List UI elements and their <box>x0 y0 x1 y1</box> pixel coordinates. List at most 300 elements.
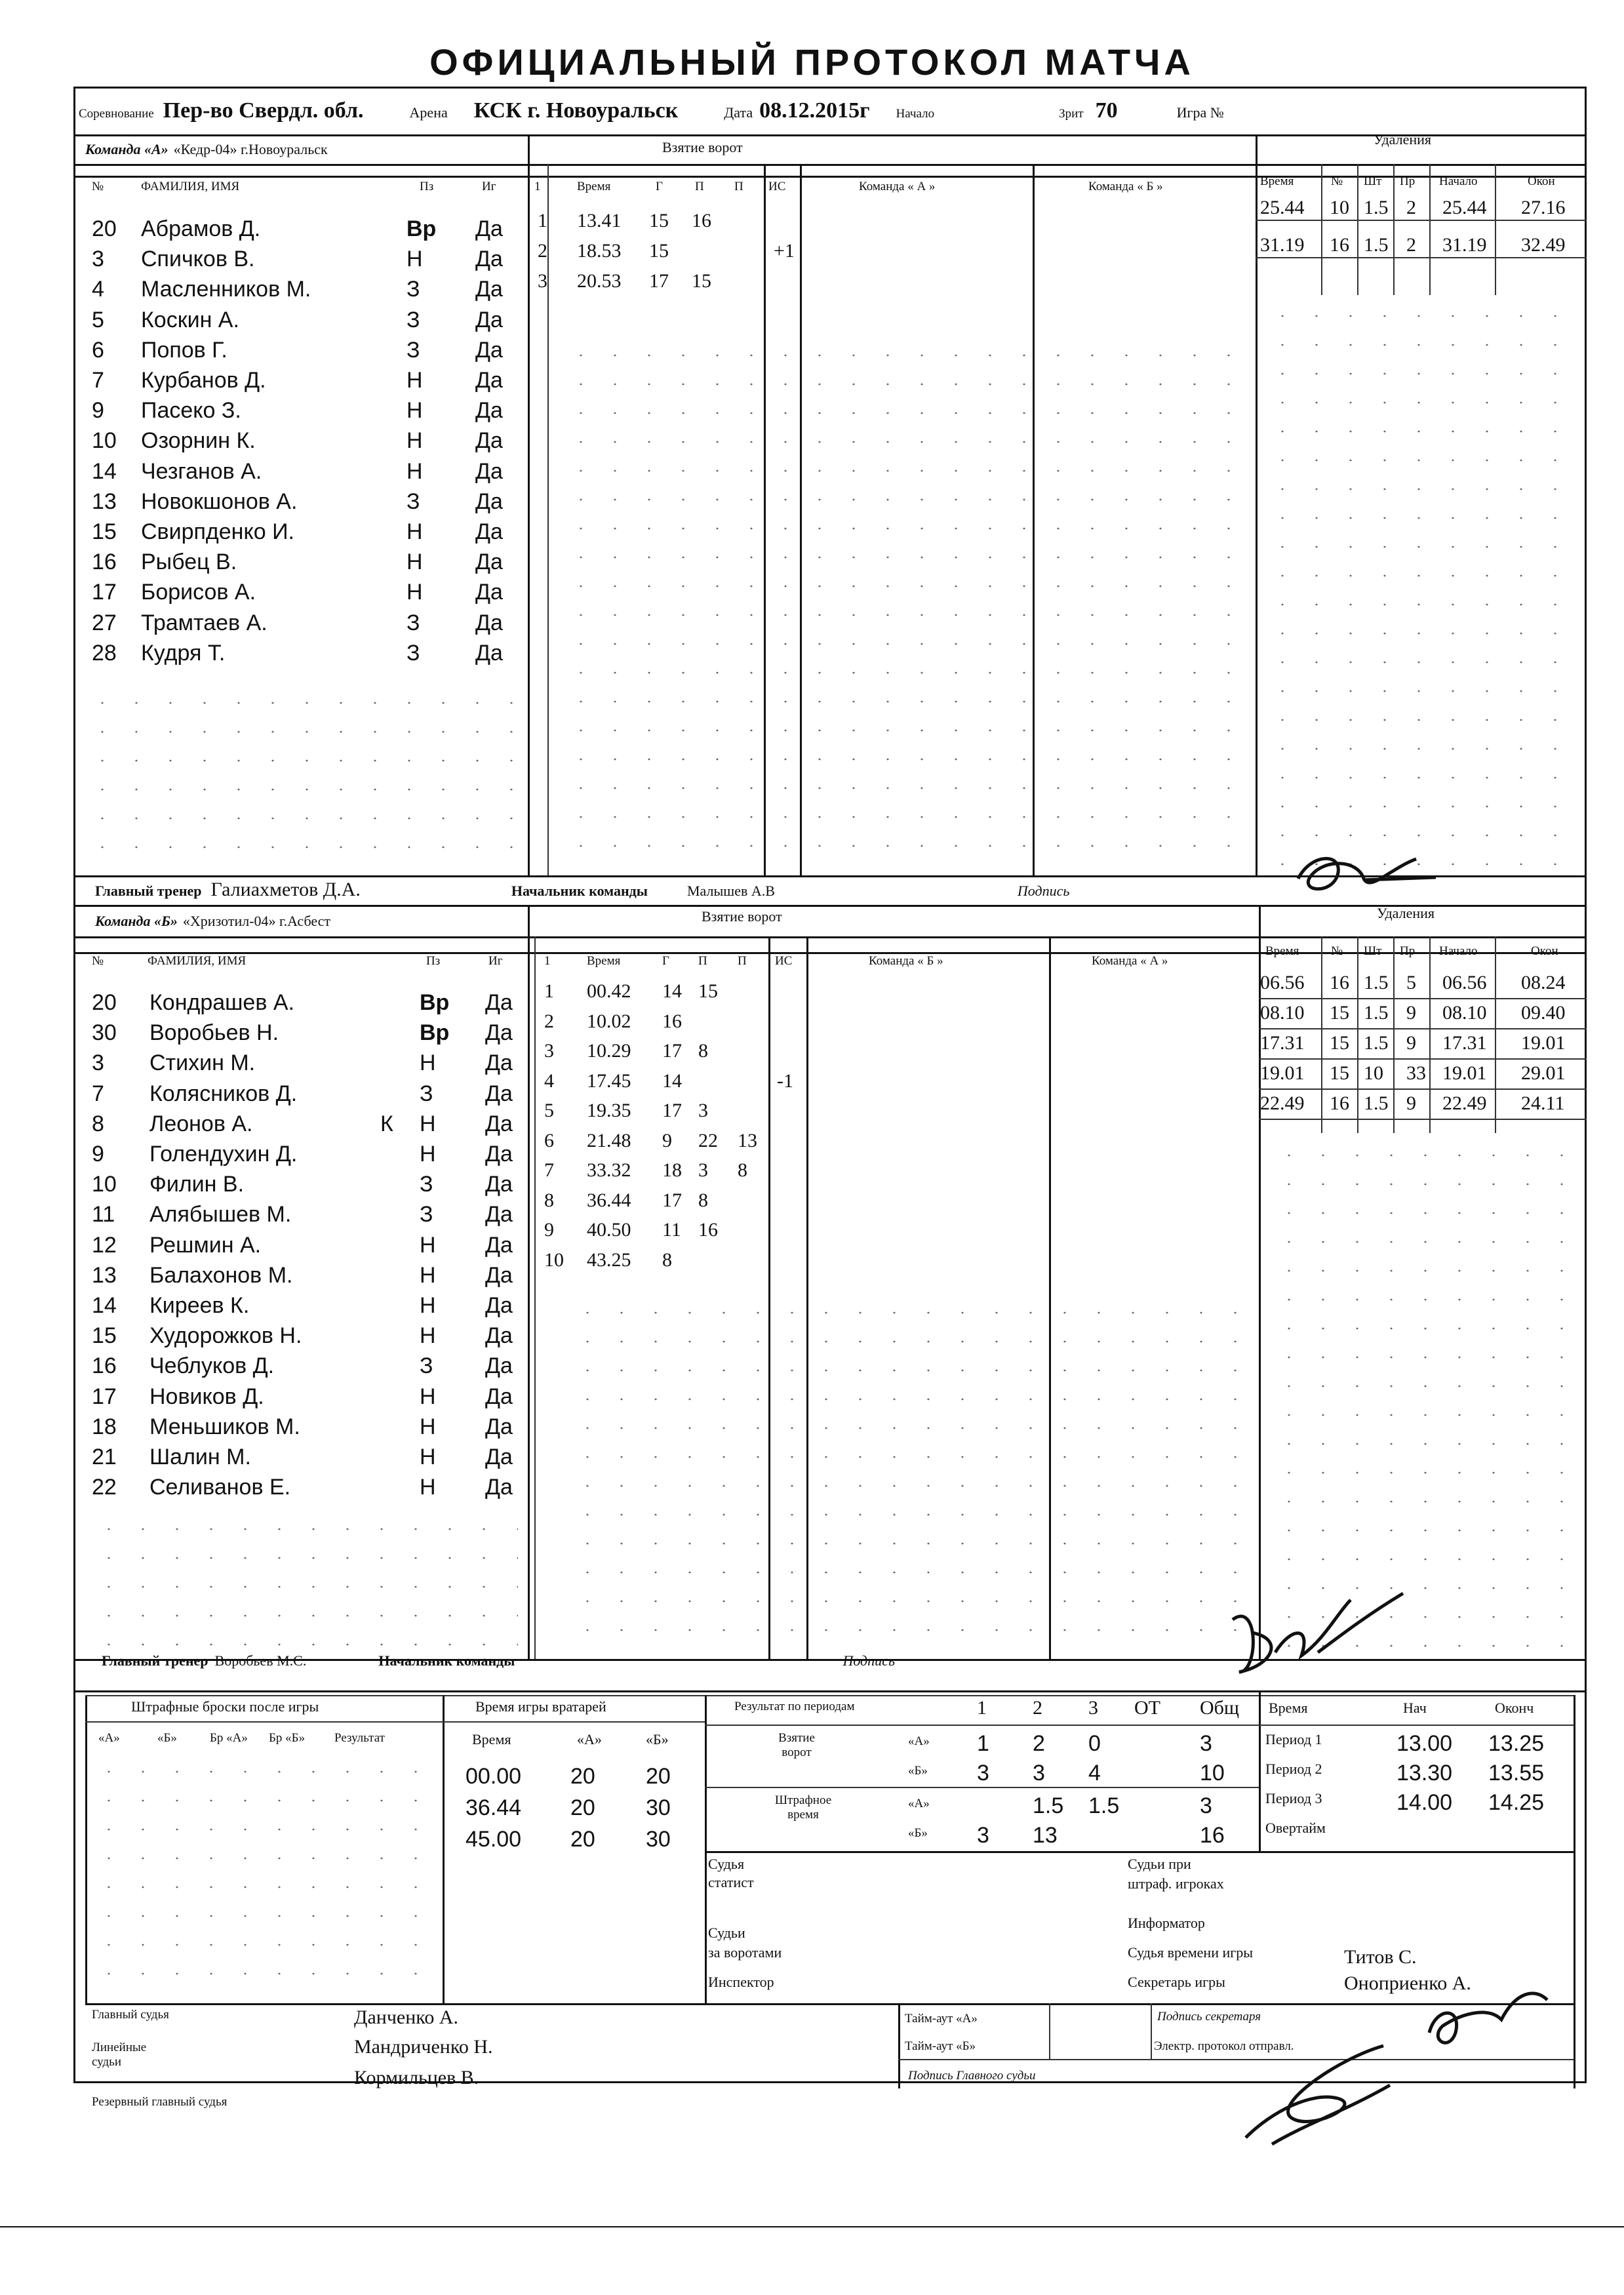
gk-row-time: 45.00 <box>465 1827 522 1852</box>
removal-start: 06.56 <box>1442 972 1487 993</box>
player-position: Н <box>406 247 423 272</box>
team-b-col-name: ФАМИЛИЯ, ИМЯ <box>148 954 247 968</box>
team-b-col-onice-b: Команда « А » <box>1092 954 1168 968</box>
player-name: Спичков В. <box>141 247 255 272</box>
goal-time: 33.32 <box>587 1159 631 1181</box>
team-a-staff <box>95 879 1069 901</box>
player-position: З <box>406 277 420 302</box>
goal-scorer: 15 <box>649 210 669 231</box>
team-a-col-a2: П <box>734 180 743 193</box>
player-number: 20 <box>92 216 117 241</box>
period-time-start: 14.00 <box>1396 1790 1453 1815</box>
goal-assist-1: 8 <box>698 1040 708 1062</box>
period-value: 1.5 <box>1033 1793 1064 1818</box>
period-time-end: 13.25 <box>1488 1731 1545 1756</box>
removal-time: 25.44 <box>1260 197 1305 218</box>
goal-time: 10.02 <box>587 1010 631 1032</box>
team-a-rem-time: Время <box>1260 174 1294 188</box>
goal-time: 21.48 <box>587 1129 631 1151</box>
player-name: Масленников М. <box>141 277 311 302</box>
team-a-manager-label: Начальник команды <box>511 883 648 899</box>
player-position: Н <box>406 458 423 484</box>
player-number: 17 <box>92 580 117 605</box>
team-a-col-ps: ИС <box>768 180 786 193</box>
player-position: Н <box>420 1050 436 1076</box>
timeout-a: Тайм-аут «А» <box>905 2012 978 2026</box>
team-a-removals-title: Удаления <box>1374 131 1432 148</box>
period-value: 3 <box>1033 1761 1045 1786</box>
goal-assist-1: 16 <box>692 210 711 231</box>
goal-number: 10 <box>544 1248 564 1271</box>
player-position: З <box>420 1353 433 1379</box>
team-b-rem-end: Окон <box>1531 944 1558 958</box>
goal-scorer: 17 <box>662 1189 682 1211</box>
team-a-signature <box>1285 839 1442 905</box>
gk-row-time: 00.00 <box>465 1764 522 1789</box>
team-a-name: «Кедр-04» г.Новоуральск <box>173 141 328 157</box>
goal-assist-1: 8 <box>698 1189 708 1211</box>
player-plays: Да <box>475 549 503 575</box>
period-value: 0 <box>1088 1731 1101 1756</box>
player-plays: Да <box>485 1050 513 1076</box>
player-position: Н <box>420 1445 436 1469</box>
period-value: 16 <box>1200 1823 1225 1848</box>
player-name: Леонов А. <box>149 1111 253 1136</box>
player-name: Озорнин К. <box>141 428 256 454</box>
goal-number: 3 <box>544 1040 554 1062</box>
time-col-start: Нач <box>1403 1700 1427 1716</box>
official-label-right: Судьи при <box>1128 1856 1191 1872</box>
player-number: 14 <box>92 1293 117 1318</box>
removal-end: 08.24 <box>1521 972 1566 993</box>
goal-scorer: 17 <box>662 1100 682 1121</box>
player-name: Голендухин Д. <box>149 1142 298 1167</box>
player-name: Филин В. <box>149 1172 245 1197</box>
goals-team-a: «А» <box>908 1734 930 1748</box>
timeout-b: Тайм-аут «Б» <box>905 2039 976 2053</box>
gk-title: Время игры вратарей <box>475 1698 606 1715</box>
team-b-col-goal-n: 1 <box>544 954 551 968</box>
player-number: 11 <box>92 1202 115 1227</box>
period-time-start: 13.00 <box>1396 1731 1453 1756</box>
team-a-coach: Галиахметов Д.А. <box>210 879 361 900</box>
head-ref-sign-label: Подпись Главного судьи <box>908 2069 1036 2083</box>
official-label-right: Секретарь игры <box>1128 1974 1225 1990</box>
player-plays: Да <box>485 1142 513 1167</box>
player-name: Чеблуков Д. <box>149 1353 275 1379</box>
team-b-rem-time: Время <box>1265 944 1299 958</box>
period-value: 3 <box>1200 1731 1212 1756</box>
player-name: Меньшиков М. <box>149 1414 300 1439</box>
removal-reason: 33 <box>1406 1062 1426 1084</box>
goals-team-b: «Б» <box>908 1764 928 1778</box>
player-position: Н <box>420 1111 436 1136</box>
head-ref: Данченко А. <box>354 2006 459 2028</box>
goal-number: 5 <box>544 1100 554 1121</box>
removal-start: 25.44 <box>1442 197 1487 218</box>
goal-assist-1: 15 <box>692 270 711 292</box>
player-position: Н <box>406 398 423 424</box>
player-position: Н <box>406 580 423 605</box>
removal-end: 32.49 <box>1521 234 1566 256</box>
team-a-col-pos: Пз <box>420 180 434 193</box>
player-plays: Да <box>485 1293 513 1318</box>
period-time-label: Период 1 <box>1265 1731 1322 1747</box>
gk-row-b: 20 <box>646 1764 671 1789</box>
player-name: Свирпденко И. <box>141 519 294 544</box>
goal-number: 9 <box>544 1219 554 1241</box>
spectators-label: Зрит <box>1059 107 1084 121</box>
team-a-col-onice-a: Команда « А » <box>859 180 936 193</box>
removal-player: 16 <box>1330 972 1349 993</box>
removal-minutes: 1.5 <box>1364 972 1389 993</box>
player-position: Н <box>420 1323 436 1349</box>
goal-assist-1: 15 <box>698 980 718 1002</box>
player-name: Колясников Д. <box>149 1081 298 1106</box>
period-time-label: Период 3 <box>1265 1790 1322 1806</box>
team-a-prefix: Команда «А» <box>85 141 168 157</box>
player-number: 22 <box>92 1475 117 1500</box>
team-b-coach: Воробьев М.С. <box>214 1652 307 1669</box>
team-a-sign-label: Подпись <box>1017 883 1070 899</box>
player-position: Н <box>420 1475 436 1500</box>
removal-reason: 2 <box>1406 197 1416 218</box>
player-name: Алябышев М. <box>149 1202 292 1227</box>
period-value: 3 <box>977 1761 989 1786</box>
team-b-rem-start: Начало <box>1439 944 1478 958</box>
player-name: Худорожков Н. <box>149 1323 302 1349</box>
goal-time: 00.42 <box>587 980 631 1002</box>
gk-row-a: 20 <box>570 1827 595 1852</box>
time-judge-name: Титов С. <box>1344 1946 1417 1968</box>
official-label-left: Инспектор <box>708 1974 774 1990</box>
period-col-header: Общ <box>1200 1697 1240 1719</box>
time-title: Время <box>1269 1700 1308 1716</box>
player-number: 5 <box>92 307 104 332</box>
player-plays: Да <box>475 277 503 302</box>
removal-reason: 5 <box>1406 972 1416 993</box>
period-value: 2 <box>1033 1731 1045 1756</box>
removal-player: 15 <box>1330 1032 1349 1054</box>
goal-time: 10.29 <box>587 1040 631 1062</box>
time-col-end: Оконч <box>1495 1700 1534 1716</box>
removal-start: 31.19 <box>1442 234 1487 256</box>
team-a-rem-num: № <box>1331 174 1343 188</box>
period-time-end: 14.25 <box>1488 1790 1545 1815</box>
team-a-rem-min: Шт <box>1364 174 1382 188</box>
goal-time: 20.53 <box>577 270 622 292</box>
player-number: 7 <box>92 1081 104 1106</box>
player-number: 12 <box>92 1232 117 1258</box>
removal-time: 06.56 <box>1260 972 1305 993</box>
player-position: Н <box>406 549 423 575</box>
player-name: Пасеко З. <box>141 398 241 424</box>
player-position: Н <box>406 368 423 393</box>
official-label-left: за воротами <box>708 1944 782 1961</box>
player-position: Н <box>420 1414 436 1439</box>
player-plays: Да <box>475 216 503 241</box>
player-number: 7 <box>92 368 104 393</box>
period-time-end: 13.55 <box>1488 1761 1545 1786</box>
player-position: Н <box>406 428 423 454</box>
team-b-staff <box>102 1652 895 1669</box>
player-plays: Да <box>485 1262 513 1288</box>
player-number: 9 <box>92 398 104 424</box>
player-plays: Да <box>475 610 503 635</box>
arena-label: Арена <box>409 104 448 121</box>
removal-reason: 2 <box>1406 234 1416 256</box>
player-name: Новокшонов А. <box>141 489 298 514</box>
player-plays: Да <box>475 519 503 544</box>
period-value: 10 <box>1200 1761 1225 1786</box>
periods-title: Результат по периодам <box>734 1700 855 1713</box>
player-name: Селиванов Е. <box>149 1475 291 1500</box>
removal-minutes: 1.5 <box>1364 1092 1389 1114</box>
player-plays: Да <box>485 1202 513 1227</box>
removal-player: 16 <box>1330 234 1349 256</box>
player-plays: Да <box>475 247 503 272</box>
team-b-rem-min: Шт <box>1364 944 1382 958</box>
shootout-col-header: «А» <box>98 1731 120 1745</box>
player-plays: Да <box>485 1232 513 1258</box>
player-plays: Да <box>475 337 503 363</box>
reserve-ref-label: Резервный главный судья <box>92 2095 228 2109</box>
game-number-label: Игра № <box>1176 104 1224 121</box>
removal-player: 16 <box>1330 1092 1349 1114</box>
team-b-col-plays: Иг <box>488 954 503 968</box>
team-a-coach-label: Главный тренер <box>95 883 202 899</box>
player-plays: Да <box>485 990 513 1015</box>
goal-scorer: 8 <box>662 1248 672 1271</box>
gk-col-time: Время <box>472 1731 511 1747</box>
player-number: 20 <box>92 990 117 1015</box>
removal-player: 15 <box>1330 1002 1349 1024</box>
linesman-1: Мандриченко Н. <box>354 2036 493 2058</box>
player-name: Киреев К. <box>149 1293 250 1318</box>
goal-number: 2 <box>544 1010 554 1032</box>
team-a-col-num: № <box>92 180 104 193</box>
player-plays: Да <box>475 307 503 332</box>
head-ref-signature <box>1233 2033 1403 2151</box>
date-value: 08.12.2015г <box>759 98 870 123</box>
period-time-start: 13.30 <box>1396 1761 1453 1786</box>
player-plays: Да <box>485 1445 513 1469</box>
team-b-rem-reason: Пр <box>1400 944 1416 958</box>
player-number: 8 <box>92 1111 104 1136</box>
period-value: 3 <box>1200 1793 1212 1818</box>
player-number: 16 <box>92 1353 117 1379</box>
player-number: 10 <box>92 428 117 454</box>
removal-reason: 9 <box>1406 1032 1416 1054</box>
goals-label: Взятие ворот <box>778 1731 815 1759</box>
team-a-rem-end: Окон <box>1528 174 1555 188</box>
goal-scorer: 18 <box>662 1159 682 1181</box>
team-b-col-a2: П <box>738 954 747 968</box>
removal-minutes: 1.5 <box>1364 1002 1389 1024</box>
team-b-removals-title: Удаления <box>1377 905 1435 921</box>
goal-assist-1: 22 <box>698 1129 718 1151</box>
period-col-header: ОТ <box>1134 1697 1160 1719</box>
team-b-name: «Хризотил-04» г.Асбест <box>182 913 331 929</box>
goal-number: 4 <box>544 1069 554 1092</box>
gk-row-time: 36.44 <box>465 1795 522 1820</box>
team-a-col-time: Время <box>577 180 611 193</box>
player-plays: Да <box>475 428 503 454</box>
removal-reason: 9 <box>1406 1002 1416 1024</box>
player-plays: Да <box>475 368 503 393</box>
goal-number: 1 <box>538 210 547 231</box>
goal-time: 18.53 <box>577 240 622 262</box>
team-a-goals-title: Взятие ворот <box>662 139 743 155</box>
official-label-right: Судья времени игры <box>1128 1944 1254 1961</box>
removal-start: 17.31 <box>1442 1032 1487 1054</box>
player-name: Балахонов М. <box>149 1262 293 1288</box>
goal-assist-1: 3 <box>698 1100 708 1121</box>
team-a-col-goal-n: 1 <box>534 180 541 193</box>
period-value: 4 <box>1088 1761 1101 1786</box>
player-number: 28 <box>92 640 117 666</box>
goal-scorer: 9 <box>662 1129 672 1151</box>
goal-time: 36.44 <box>587 1189 631 1211</box>
removal-minutes: 1.5 <box>1364 1032 1389 1054</box>
arena-value: КСК г. Новоуральск <box>473 98 679 123</box>
team-b-rem-num: № <box>1331 944 1343 958</box>
goal-assist-1: 3 <box>698 1159 708 1181</box>
shootout-col-header: Результат <box>334 1731 385 1745</box>
goal-scorer: 17 <box>662 1040 682 1062</box>
removal-minutes: 10 <box>1364 1062 1383 1084</box>
secretary-signature <box>1416 1980 1560 2059</box>
competition-label: Соревнование <box>79 107 154 121</box>
gk-row-b: 30 <box>646 1795 671 1820</box>
gk-row-b: 30 <box>646 1827 671 1852</box>
goal-scorer: 11 <box>662 1219 681 1241</box>
player-number: 15 <box>92 519 117 544</box>
player-plays: Да <box>485 1020 513 1046</box>
team-b-manager-label: Начальник команды <box>378 1652 515 1669</box>
goal-scorer: 17 <box>649 270 669 292</box>
removal-end: 09.40 <box>1521 1002 1566 1024</box>
player-name: Стихин М. <box>149 1050 256 1076</box>
team-b-sign-label: Подпись <box>842 1652 895 1669</box>
player-name: Чезганов А. <box>141 458 262 484</box>
removal-start: 22.49 <box>1442 1092 1487 1114</box>
gk-row-a: 20 <box>570 1764 595 1789</box>
team-b-goals-title: Взятие ворот <box>702 908 782 925</box>
official-label-left: статист <box>708 1874 754 1890</box>
period-value: 13 <box>1033 1823 1058 1848</box>
team-b-coach-label: Главный тренер <box>102 1652 208 1669</box>
electronic-sent-label: Электр. протокол отправл. <box>1154 2039 1294 2053</box>
player-plays: Да <box>485 1414 513 1439</box>
shootout-title: Штрафные броски после игры <box>131 1698 319 1715</box>
gk-col-a: «А» <box>577 1731 602 1747</box>
player-name: Коскин А. <box>141 307 239 332</box>
team-a-manager: Малышев А.В <box>686 883 775 899</box>
date-label: Дата <box>724 104 753 121</box>
player-number: 16 <box>92 549 117 575</box>
head-ref-label: Главный судья <box>92 2008 169 2022</box>
goal-number: 1 <box>544 980 554 1002</box>
goal-strength: +1 <box>774 240 795 262</box>
removal-player: 10 <box>1330 197 1349 218</box>
player-plays: Да <box>485 1111 513 1136</box>
player-position: Н <box>420 1293 436 1318</box>
period-value: 3 <box>977 1823 989 1848</box>
linesman-2: Кормильцев В. <box>354 2067 479 2088</box>
shootout-col-header: «Б» <box>157 1731 177 1745</box>
player-plays: Да <box>475 489 503 514</box>
goal-number: 3 <box>538 270 547 292</box>
official-label-left: Судьи <box>708 1925 745 1941</box>
player-position: З <box>406 307 420 332</box>
player-plays: Да <box>475 398 503 424</box>
player-number: 30 <box>92 1020 117 1046</box>
removal-player: 15 <box>1330 1062 1349 1084</box>
player-position: Вр <box>420 1020 450 1046</box>
player-number: 3 <box>92 247 104 272</box>
team-b-title <box>95 913 330 930</box>
player-name: Рыбец В. <box>141 549 237 575</box>
player-name: Борисов А. <box>141 580 256 605</box>
player-position: Н <box>420 1384 436 1409</box>
team-b-prefix: Команда «Б» <box>95 913 178 929</box>
team-b-col-g: Г <box>662 954 669 968</box>
player-number: 3 <box>92 1050 104 1076</box>
team-a-col-name: ФАМИЛИЯ, ИМЯ <box>141 180 240 193</box>
period-col-header: 3 <box>1088 1697 1098 1719</box>
period-value: 1.5 <box>1088 1793 1120 1818</box>
gk-col-b: «Б» <box>646 1731 669 1747</box>
period-col-header: 2 <box>1033 1697 1042 1719</box>
goal-strength: -1 <box>777 1069 793 1092</box>
secretary-name: Оноприенко А. <box>1344 1972 1471 1994</box>
goal-scorer: 14 <box>662 1069 682 1092</box>
removal-time: 19.01 <box>1260 1062 1305 1084</box>
spectators-value: 70 <box>1095 98 1118 123</box>
player-plays: Да <box>475 458 503 484</box>
team-a-col-onice-b: Команда « Б » <box>1088 180 1163 193</box>
player-position: З <box>420 1202 433 1227</box>
official-label-left: Судья <box>708 1856 745 1872</box>
removal-reason: 9 <box>1406 1092 1416 1114</box>
team-b-col-time: Время <box>587 954 621 968</box>
team-a-col-plays: Иг <box>482 180 496 193</box>
goal-assist-2: 8 <box>738 1159 747 1181</box>
period-col-header: 1 <box>977 1697 987 1719</box>
player-position: Н <box>420 1232 436 1258</box>
goal-scorer: 16 <box>662 1010 682 1032</box>
removal-start: 08.10 <box>1442 1002 1487 1024</box>
official-label-right: штраф. игроках <box>1128 1875 1224 1892</box>
removal-end: 24.11 <box>1521 1092 1565 1114</box>
player-plays: Да <box>485 1081 513 1106</box>
team-a-col-a1: П <box>695 180 704 193</box>
pen-team-a: «А» <box>908 1797 930 1810</box>
team-a-rem-reason: Пр <box>1400 174 1416 188</box>
removal-time: 17.31 <box>1260 1032 1305 1054</box>
removal-time: 31.19 <box>1260 234 1305 256</box>
goal-time: 43.25 <box>587 1248 631 1271</box>
player-name: Трамтаев А. <box>141 610 267 635</box>
player-name: Шалин М. <box>149 1445 251 1469</box>
official-label-right: Информатор <box>1128 1915 1205 1931</box>
player-name: Решмин А. <box>149 1232 262 1258</box>
player-number: 9 <box>92 1142 104 1167</box>
player-number: 15 <box>92 1323 117 1349</box>
team-b-col-a1: П <box>698 954 707 968</box>
team-a-title <box>85 141 328 158</box>
